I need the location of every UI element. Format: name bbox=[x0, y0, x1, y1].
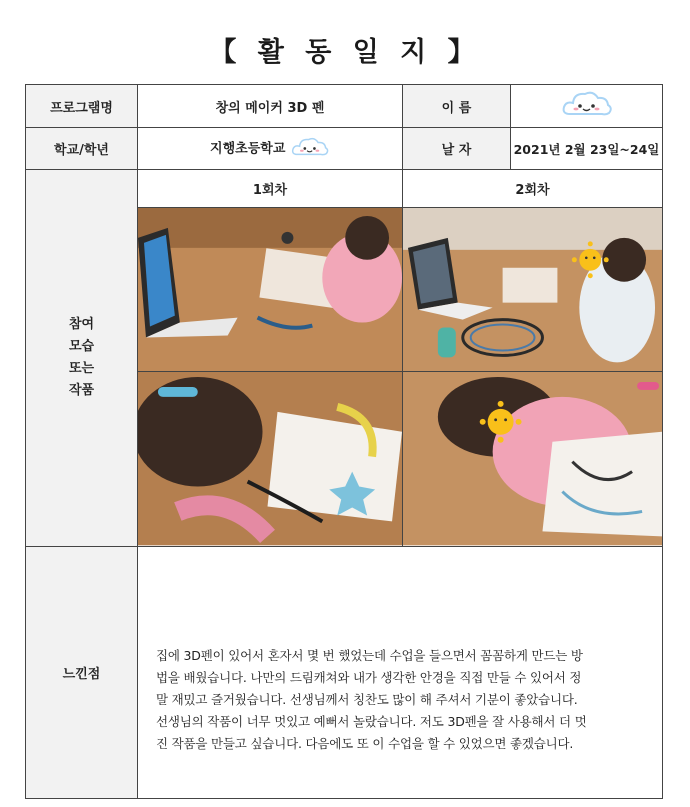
feelings-line: 집에 3D펜이 있어서 혼자서 몇 번 했었는데 수업을 들으면서 꼼꼼하게 만드는 방 bbox=[156, 648, 583, 664]
photo-cell bbox=[403, 208, 663, 372]
photos-label-cell bbox=[26, 170, 138, 547]
session-1-header: 1회차 bbox=[138, 170, 403, 208]
photo-session1-laptop bbox=[138, 208, 402, 371]
date-value: 2021년 2월 23일~24일 bbox=[511, 128, 663, 170]
program-label: 프로그램명 bbox=[26, 85, 138, 128]
photos-label-line: 작품 bbox=[68, 382, 95, 398]
photos-label-line: 참여 bbox=[68, 316, 95, 332]
feelings-line: 법을 배웠습니다. 나만의 드림캐쳐와 내가 생각한 안경을 직접 만들 수 있어서 정 bbox=[156, 670, 582, 686]
photo-session2-drawing bbox=[403, 372, 662, 545]
feelings-line: 진 작품을 만들고 싶습니다. 다음에도 또 이 수업을 할 수 있었으면 좋겠습니다. bbox=[156, 736, 574, 752]
page-title: 【 활 동 일 지 】 bbox=[209, 37, 481, 68]
photo-session1-drawing bbox=[138, 372, 402, 545]
photos-label-line: 또는 bbox=[68, 360, 95, 376]
cloud-face-icon bbox=[290, 134, 330, 160]
photo-cell bbox=[403, 372, 663, 546]
program-value: 창의 메이커 3D 펜 bbox=[138, 85, 403, 128]
session-2-header: 2회차 bbox=[403, 170, 663, 208]
cloud-face-icon bbox=[560, 88, 614, 120]
date-label: 날 자 bbox=[403, 128, 511, 170]
feelings-line: 말 재밌고 즐거웠습니다. 선생님께서 칭찬도 많이 해 주셔서 기분이 좋았습니다. bbox=[156, 692, 578, 708]
photo-cell bbox=[138, 372, 403, 546]
school-value: 지행초등학교 bbox=[210, 141, 286, 156]
photo-session2-laptop bbox=[403, 208, 662, 371]
name-label: 이 름 bbox=[403, 85, 511, 128]
name-value-cell bbox=[511, 85, 663, 128]
feelings-text-cell bbox=[138, 546, 663, 798]
school-value-cell bbox=[138, 128, 403, 170]
photo-cell bbox=[138, 208, 403, 372]
feelings-label: 느낀점 bbox=[26, 546, 138, 798]
feelings-line: 선생님의 작품이 너무 멋있고 예뻐서 놀랐습니다. 저도 3D펜을 잘 사용해서 더 멋 bbox=[156, 714, 587, 730]
photos-label-line: 모습 bbox=[68, 338, 95, 354]
school-label: 학교/학년 bbox=[26, 128, 138, 170]
activity-log-table bbox=[25, 84, 663, 799]
